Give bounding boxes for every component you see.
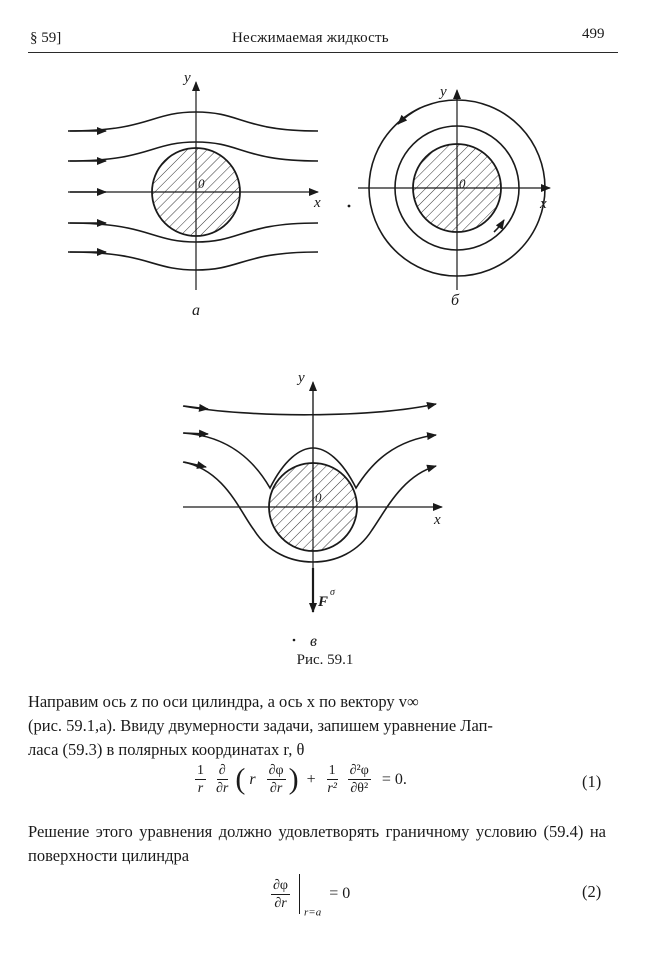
page-number: 499 xyxy=(582,26,605,42)
axis-x-label-b: x xyxy=(540,196,547,212)
paragraph-1 xyxy=(28,690,606,762)
running-title: Несжимаемая жидкость xyxy=(232,30,389,46)
paragraph-1-line-2: (рис. 59.1,a). Ввиду двумерности задачи, запишем уравнение Лап- xyxy=(28,716,493,735)
label-dot xyxy=(293,639,296,642)
eq1-frac-1: $\frac{1}{r}$ xyxy=(197,763,204,796)
streamline-a1 xyxy=(68,112,318,131)
axis-y-label-a: y xyxy=(184,70,191,86)
figure-caption: Рис. 59.1 xyxy=(296,652,354,668)
streamline-c1 xyxy=(183,404,436,415)
panel-label-c: в xyxy=(310,633,317,650)
eq1-plus: + xyxy=(306,770,316,788)
eq1-frac-2: $\frac{\partial}{\partial r}$ xyxy=(216,763,229,796)
eq1-frac-5: $\frac{\text{∂²φ}}{\text{∂θ²}}$ xyxy=(349,763,369,796)
section-ref: § 59] xyxy=(30,30,62,46)
origin-label-b: 0 xyxy=(459,176,466,191)
equation-2 xyxy=(268,874,354,919)
eq1-r: r xyxy=(249,770,256,788)
eq1-rhs: = 0. xyxy=(381,770,407,788)
arrow-c2 xyxy=(184,433,208,434)
eq2-rhs: = 0 xyxy=(329,885,351,902)
eq1-frac-4: $\frac{1}{\text{r²}}$ xyxy=(327,763,337,796)
eq2-subscript: r=a xyxy=(304,906,322,919)
paragraph-1-line-1: Направим ось z по оси цилиндра, а ось x по вектору v∞ xyxy=(28,692,419,711)
panel-a xyxy=(68,82,318,290)
axis-y-label-c: y xyxy=(298,370,305,386)
axis-y-label-b: y xyxy=(440,84,447,100)
paragraph-1-line-3: ласа (59.3) в полярных координатах r, θ xyxy=(28,740,305,759)
speck-dot xyxy=(348,205,351,208)
axis-x-label-c: x xyxy=(434,512,441,528)
equation-2-number: (2) xyxy=(582,882,602,901)
origin-label-c: 0 xyxy=(315,490,322,505)
equation-1-number: (1) xyxy=(582,772,602,791)
circulation-arrow-outer xyxy=(398,108,420,124)
equation-1: $\frac{1}{r}$ $\frac{\partial}{\partial r}$ ( r $\frac{\partial\varphi}{\partial r}$ ) + $\frac{1}{\text{r²}}$ $\frac{\text{∂²φ}}{\text{∂θ²}}$ = 0. xyxy=(197,762,407,796)
force-label: F xyxy=(318,594,329,610)
force-superscript: σ xyxy=(330,587,335,598)
panel-label-b: б xyxy=(451,292,460,309)
panel-b xyxy=(358,90,550,290)
eq1-frac-3: $\frac{\partial\varphi}{\partial r}$ xyxy=(268,763,284,796)
eq2-frac: $\frac{\partial\varphi}{\partial r}$ xyxy=(273,877,288,911)
paragraph-2: Решение этого уравнения должно удовлетворять граничному условию (59.4) на поверхности цилиндра xyxy=(28,822,606,865)
origin-label-a: 0 xyxy=(198,176,205,191)
streamline-a4 xyxy=(68,252,318,270)
panel-label-a: a xyxy=(192,302,200,319)
axis-x-label-a: x xyxy=(314,195,321,211)
